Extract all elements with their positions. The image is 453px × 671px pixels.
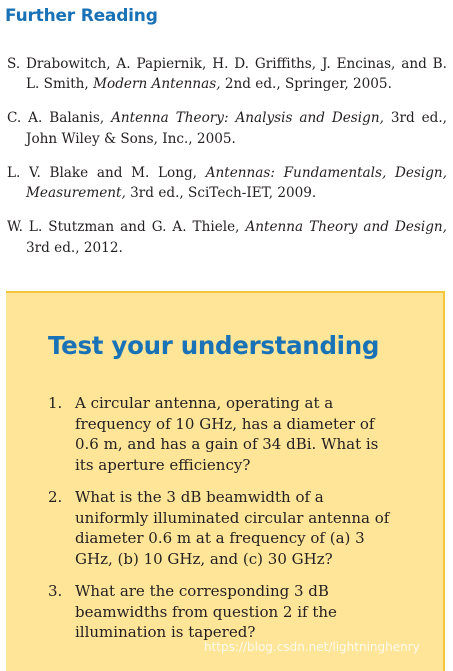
question-text: A circular antenna, operating at a frequency of 10 GHz, has a diameter of 0.6 m, and has a gain of 34 dBi. What is its aperture efficiency? [75, 394, 379, 474]
question-item [48, 393, 398, 475]
question-number: 3. [48, 582, 63, 600]
reference-title: Antenna Theory: Analysis and Design, [111, 110, 384, 127]
reference-list [7, 40, 447, 270]
reference-title: Antennas: Fundamentals, Design, Measurement, [26, 164, 448, 202]
reference-authors: S. Drabowitch, A. Papiernik, H. D. Griffiths, J. Encinas, and B. L. Smith, [7, 55, 447, 93]
further-reading-heading: Further Reading [5, 6, 158, 26]
question-text: What is the 3 dB beamwidth of a uniformly illuminated circular antenna of diameter 0.6 m at a frequency of (a) 3 GHz, (b) 10 GHz, and (c) 30 GHz? [75, 488, 390, 568]
reference-title: Modern Antennas, [93, 76, 221, 93]
reference-authors: L. V. Blake and M. Long, [7, 164, 198, 181]
reference-details: 2nd ed., Springer, 2005. [224, 76, 392, 93]
reference-authors: W. L. Stutzman and G. A. Thiele, [7, 219, 240, 236]
test-understanding-box [6, 291, 445, 671]
reference-item [7, 163, 447, 204]
question-item [48, 487, 398, 569]
reference-authors: C. A. Balanis, [7, 110, 105, 127]
reference-item [7, 217, 447, 258]
reference-details: 3rd ed., SciTech-IET, 2009. [130, 185, 317, 202]
question-number: 1. [48, 394, 63, 412]
reference-details: 3rd ed., 2012. [26, 239, 123, 256]
watermark-url: https://blog.csdn.net/lightninghenry [204, 640, 420, 654]
reference-item [7, 54, 447, 95]
test-understanding-heading: Test your understanding [48, 331, 380, 360]
question-number: 2. [48, 488, 63, 506]
question-item [48, 581, 398, 643]
reference-details: 3rd ed., John Wiley & Sons, Inc., 2005. [26, 110, 447, 147]
question-text: What are the corresponding 3 dB beamwidths from question 2 if the illumination is tapered? [75, 582, 337, 641]
reference-title: Antenna Theory and Design, [245, 219, 447, 236]
reference-item [7, 108, 447, 149]
